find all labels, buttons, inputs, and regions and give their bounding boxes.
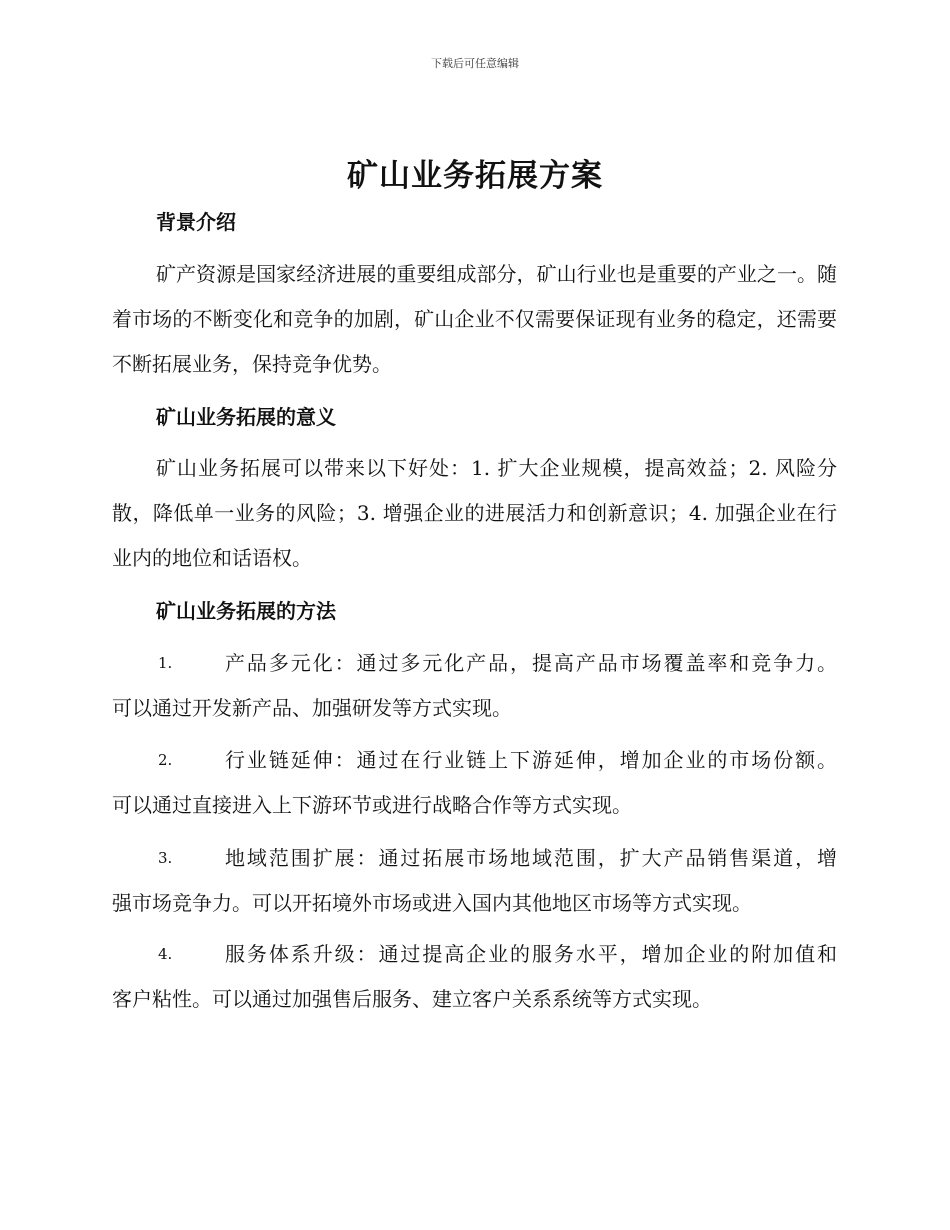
section-heading-methods: 矿山业务拓展的方法 — [156, 599, 336, 623]
list-item-first-line: 地域范围扩展：通过拓展市场地域范围，扩大产品销售渠道，增 — [225, 846, 837, 870]
list-item-first-line: 产品多元化：通过多元化产品，提高产品市场覆盖率和竞争力。 — [225, 651, 837, 675]
list-item — [112, 932, 837, 1022]
section-heading-significance: 矿山业务拓展的意义 — [156, 405, 336, 429]
list-item-number: 2. — [158, 751, 173, 769]
section-paragraph-background: 矿产资源是国家经济进展的重要组成部分，矿山行业也是重要的产业之一。随着市场的不断变化和竞争的加剧，矿山企业不仅需要保证现有业务的稳定，还需要不断拓展业务，保持竞争优势。 — [112, 262, 837, 376]
list-item-number: 3. — [158, 849, 173, 867]
list-item-first-line: 服务体系升级：通过提高企业的服务水平，增加企业的附加值和 — [225, 942, 837, 966]
list-item-continuation: 可以通过开发新产品、加强研发等方式实现。 — [112, 696, 512, 720]
section-paragraph-significance: 矿山业务拓展可以带来以下好处：1. 扩大企业规模，提高效益；2. 风险分散，降低单一业务的风险；3. 增强企业的进展活力和创新意识；4. 加强企业在行业内的地位和话语权。 — [112, 456, 837, 570]
list-item-continuation: 客户粘性。可以通过加强售后服务、建立客户关系系统等方式实现。 — [112, 987, 712, 1011]
list-item-first-line: 行业链延伸：通过在行业链上下游延伸，增加企业的市场份额。 — [225, 748, 837, 772]
list-item — [112, 738, 837, 828]
section-heading-background: 背景介绍 — [156, 210, 236, 234]
list-item — [112, 836, 837, 926]
list-item-number: 4. — [158, 945, 173, 963]
page-header-note: 下载后可任意编辑 — [431, 57, 519, 70]
list-item-number: 1. — [158, 654, 173, 672]
list-item — [112, 641, 837, 731]
list-item-continuation: 可以通过直接进入上下游环节或进行战略合作等方式实现。 — [112, 793, 632, 817]
document-title: 矿山业务拓展方案 — [347, 158, 603, 194]
list-item-continuation: 强市场竞争力。可以开拓境外市场或进入国内其他地区市场等方式实现。 — [112, 891, 752, 915]
